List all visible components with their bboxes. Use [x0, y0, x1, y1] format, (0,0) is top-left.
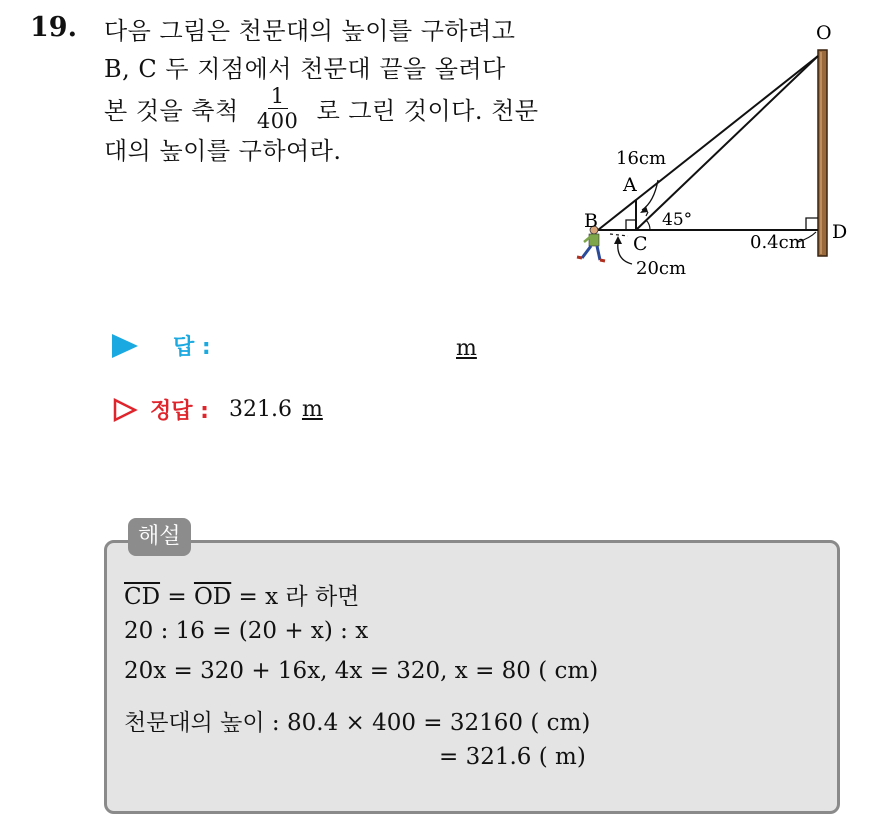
sight-line-from-c: [636, 56, 818, 230]
right-angle-mark-d: [806, 218, 818, 230]
angle-arc-45: [646, 220, 650, 230]
question-line-2: B, C 두 지점에서 천문대 끝을 올려다: [104, 55, 506, 83]
observatory-pole: [818, 50, 827, 256]
outline-triangle-icon: [112, 397, 138, 423]
solution-line-1: [124, 578, 359, 611]
solution-line-5: = 321.6 ( m): [439, 744, 586, 770]
sight-line-from-b: [598, 56, 818, 230]
question-line-4: 대의 높이를 구하여라.: [104, 137, 342, 165]
solution-line-2: 20 : 16 = (20 + x) : x: [124, 618, 369, 644]
dash-bc: [610, 234, 628, 236]
scale-numerator: 1: [268, 84, 288, 109]
correct-answer-row: [112, 394, 323, 425]
label-b: B: [584, 210, 598, 232]
question-line-3-end: 로 그린 것이다. 천문: [316, 97, 539, 125]
scale-fraction: [257, 84, 299, 133]
question-line-3: [104, 84, 554, 133]
solution-tag: 해설: [128, 518, 191, 556]
label-16cm: 16cm: [616, 148, 667, 169]
label-45deg: 45°: [662, 210, 693, 230]
right-angle-mark-c: [626, 220, 636, 230]
play-triangle-icon: [112, 334, 138, 358]
segment-od: $\overline{OD}$: [193, 584, 232, 610]
segment-cd: $\overline{CD}$: [124, 584, 161, 610]
observatory-diagram: [570, 20, 870, 285]
arrow-20cm: [618, 242, 632, 264]
solution-line-4: 천문대의 높이 : 80.4 × 400 = 32160 ( cm): [124, 710, 591, 736]
arrow-20cm-head: [614, 236, 622, 244]
answer-row: [112, 330, 211, 361]
label-d: D: [832, 221, 848, 243]
correct-answer-label: 정답 :: [150, 399, 209, 424]
correct-answer-value: 321.6: [228, 397, 292, 422]
solution-line-1-rest: = x 라 하면: [231, 584, 360, 610]
answer-label: 답 :: [173, 335, 211, 360]
tick-ac: [646, 212, 648, 216]
label-c: C: [633, 233, 648, 255]
scale-denominator: 400: [256, 109, 299, 133]
label-04cm: 0.4cm: [750, 232, 806, 253]
answer-unit: m: [456, 336, 477, 361]
correct-answer-unit: m: [301, 397, 323, 422]
label-o: O: [816, 22, 832, 44]
question-number: 19.: [30, 12, 77, 43]
arrow-16cm-head: [640, 206, 648, 213]
label-20cm: 20cm: [636, 258, 687, 279]
question-text: [104, 12, 554, 176]
question-line-1: 다음 그림은 천문대의 높이를 구하려고: [104, 17, 516, 45]
label-a: A: [623, 174, 637, 196]
question-line-3-start: 본 것을 축척: [104, 97, 239, 125]
equals-1: =: [160, 584, 194, 610]
solution-line-3: 20x = 320 + 16x, 4x = 320, x = 80 ( cm): [124, 658, 599, 684]
